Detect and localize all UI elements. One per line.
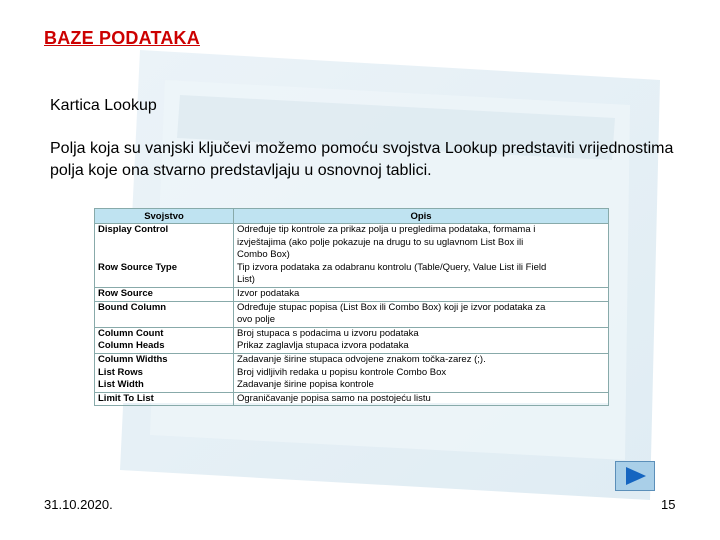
description-cell: ovo polje: [234, 314, 609, 327]
property-cell: [95, 274, 234, 287]
slide-subtitle: Kartica Lookup: [50, 97, 157, 114]
property-cell: List Rows: [95, 367, 234, 380]
table-row: [95, 287, 609, 301]
property-cell: Display Control: [95, 224, 234, 237]
property-cell: Row Source: [95, 287, 234, 301]
description-cell: Određuje tip kontrole za prikaz polja u pregledima podataka, formama i: [234, 224, 609, 237]
table-row: [95, 274, 609, 287]
table-row: [95, 367, 609, 380]
property-cell: Bound Column: [95, 301, 234, 314]
header-opis: Opis: [234, 209, 609, 224]
lookup-properties-table: [94, 208, 609, 403]
table-row: [95, 224, 609, 237]
description-cell: Ograničavanje popisa samo na postojeću listu: [234, 392, 609, 406]
description-cell: List): [234, 274, 609, 287]
description-cell: Prikaz zaglavlja stupaca izvora podataka: [234, 340, 609, 353]
description-cell: Određuje stupac popisa (List Box ili Combo Box) koji je izvor podataka za: [234, 301, 609, 314]
next-slide-button[interactable]: [615, 461, 655, 491]
table-row: [95, 301, 609, 314]
table-row: [95, 314, 609, 327]
property-cell: [95, 237, 234, 250]
property-cell: List Width: [95, 379, 234, 392]
property-cell: Column Widths: [95, 353, 234, 366]
description-cell: Broj stupaca s podacima u izvoru podataka: [234, 327, 609, 340]
table-row: [95, 353, 609, 366]
property-cell: [95, 314, 234, 327]
slide-title: BAZE PODATAKA: [44, 28, 200, 48]
table-row: [95, 392, 609, 406]
description-cell: Izvor podataka: [234, 287, 609, 301]
description-cell: Zadavanje širine stupaca odvojene znakom točka-zarez (;).: [234, 353, 609, 366]
table-row: [95, 262, 609, 275]
table-row: [95, 327, 609, 340]
description-cell: Zadavanje širine popisa kontrole: [234, 379, 609, 392]
table-row: [95, 237, 609, 250]
description-cell: izvještajima (ako polje pokazuje na drugu to su uglavnom List Box ili: [234, 237, 609, 250]
table-row: [95, 249, 609, 262]
property-cell: Column Count: [95, 327, 234, 340]
table-row: [95, 340, 609, 353]
property-cell: Column Heads: [95, 340, 234, 353]
property-cell: Limit To List: [95, 392, 234, 406]
description-cell: Broj vidljivih redaka u popisu kontrole Combo Box: [234, 367, 609, 380]
description-cell: Tip izvora podataka za odabranu kontrolu (Table/Query, Value List ili Field: [234, 262, 609, 275]
property-cell: Row Source Type: [95, 262, 234, 275]
slide-paragraph: Polja koja su vanjski ključevi možemo pomoću svojstva Lookup predstaviti vrijednostima polja koje ona stvarno predstavljaju u osnovnoj tablici.: [50, 140, 674, 179]
header-svojstvo: Svojstvo: [95, 209, 234, 224]
description-cell: Combo Box): [234, 249, 609, 262]
slide-date: 31.10.2020.: [44, 497, 113, 512]
play-triangle-icon: [616, 462, 654, 490]
table-row: [95, 379, 609, 392]
page-number: 15: [661, 497, 676, 512]
property-cell: [95, 249, 234, 262]
